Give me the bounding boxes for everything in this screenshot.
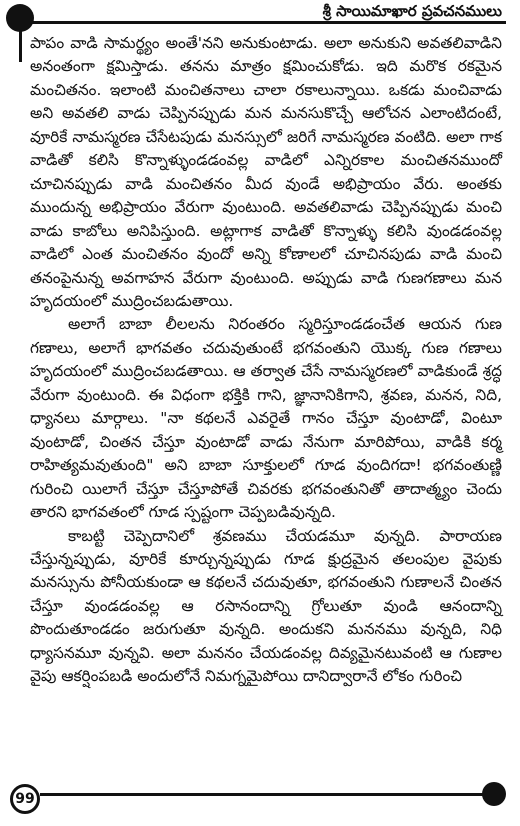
running-header-title: శ్రీ సాయిమాఖార ప్రవచనములు <box>322 2 502 20</box>
paragraph-1: పాపం వాడి సామర్థ్యం అంతే'నని అనుకుంటాడు. అలా అనుకుని అవతలివాడిని అనంతంగా క్షమిస్తాడు. తనను మాత్రం క్షమించుకోడు. ఇది మరొక రకమైన మంచితనం. ఇలాంటి మంచితనాలు చాలా రకాలున్నాయి. ఒకడు మంచివాడు అని అవతలి వాడు చెప్పినప్పుడు మన మనసుకొచ్చే ఆలోచన ఎలాంటిదంటే, వూరికే నామస్మరణ చేసేటపుడు మనస్సులో జరిగే నామస్మరణ వంటిది. అలా గాక వాడితో కలిసి కొన్నాళ్ళుండడంవల్ల వాడిలో ఎన్నిరకాల మంచితనముందో చూచినప్పుడు వాడి మంచితనం మీద వుండే అభిప్రాయం వేరు. అంతకు ముందున్న అభిప్రాయం వేరుగా వుంటుంది. అవతలివాడు చెప్పినప్పుడు మంచి వాడు కాబోలు అనిపిస్తుంది. అట్లాగాక వాడితో కొన్నాళ్ళు కలిసి వుండడంవల్ల వాడిలో ఎంత మంచితనం వుందో అన్ని కోణాలలో చూచినపుడు వాడి మంచి తనంపైనున్న అవగాహన వేరుగా వుంటుంది. అప్పుడు వాడి గుణగణాలు మన హృదయంలో ముద్రించబడుతాయి. <box>30 34 502 310</box>
paragraph-2: అలాగే బాబా లీలలను నిరంతరం స్మరిస్తూండడంచేత ఆయన గుణ గణాలు, అలాగే భాగవతం చదువుతుంటే భగవంతుని యొక్క గుణ గణాలు హృదయంలో ముద్రించబడతాయి. ఆ తర్వాత చేసే నామస్మరణలో వాడికుండే శ్రద్ధ వేరుగా వుంటుంది. ఈ విధంగా భక్తికి గాని, జ్ఞానానికిగాని, శ్రవణ, మనన, నిది, ధ్యానలు మార్గాలు. "నా కథలనే ఎవరైతే గానం చేస్తూ వుంటాడో, వింటూ వుంటాడో, చింతన చేస్తూ వుంటాడో వాడు నేనుగా మారిపోయి, వాడికి కర్మ రాహిత్యమవుతుంది" అని బాబా సూక్తులలో గూడ వుందిగదా! భగవంతుణ్ణి గురించి యిలాగే చేస్తూ చేస్తూపోతే చివరకు భగవంతునితో తాదాత్మ్యం చెందు తారని భాగవతంలో గూడ స్పష్టంగా చెప్పబడివున్నది. <box>30 315 502 522</box>
page-number: 99 <box>10 784 40 814</box>
header-rule <box>20 21 506 24</box>
body-text <box>30 32 502 689</box>
paragraph-3: కాబట్టి చెప్పెదానిలో శ్రవణము చేయడమూ వున్నది. పారాయణ చేస్తున్నప్పుడు, వూరికే కూర్చున్నప్పుడు గూడ క్షుద్రమైన తలంపుల వైపుకు మనస్సును పోనీయకుండా ఆ కథలనే చదువుతూ, భగవంతుని గుణాలనే చింతన చేస్తూ వుండడంవల్ల ఆ రసానందాన్ని గ్రోలుతూ వుండి ఆనందాన్ని పొందుతూండడం జరుగుతూ వున్నది. అందుకని మననము వున్నది, నిధి ధ్యాసనమూ వున్నవి. అలా మననం చేయడంవల్ల దివ్యమైనటువంటి ఆ గుణాల వైపు ఆకర్షింపబడి అందులోనే నిమగ్నమైపోయి దానిద్వారానే లోకం గురించి <box>30 526 502 686</box>
footer-ornament-dot <box>482 782 506 806</box>
margin-rule <box>19 22 22 62</box>
footer-rule <box>40 793 490 796</box>
